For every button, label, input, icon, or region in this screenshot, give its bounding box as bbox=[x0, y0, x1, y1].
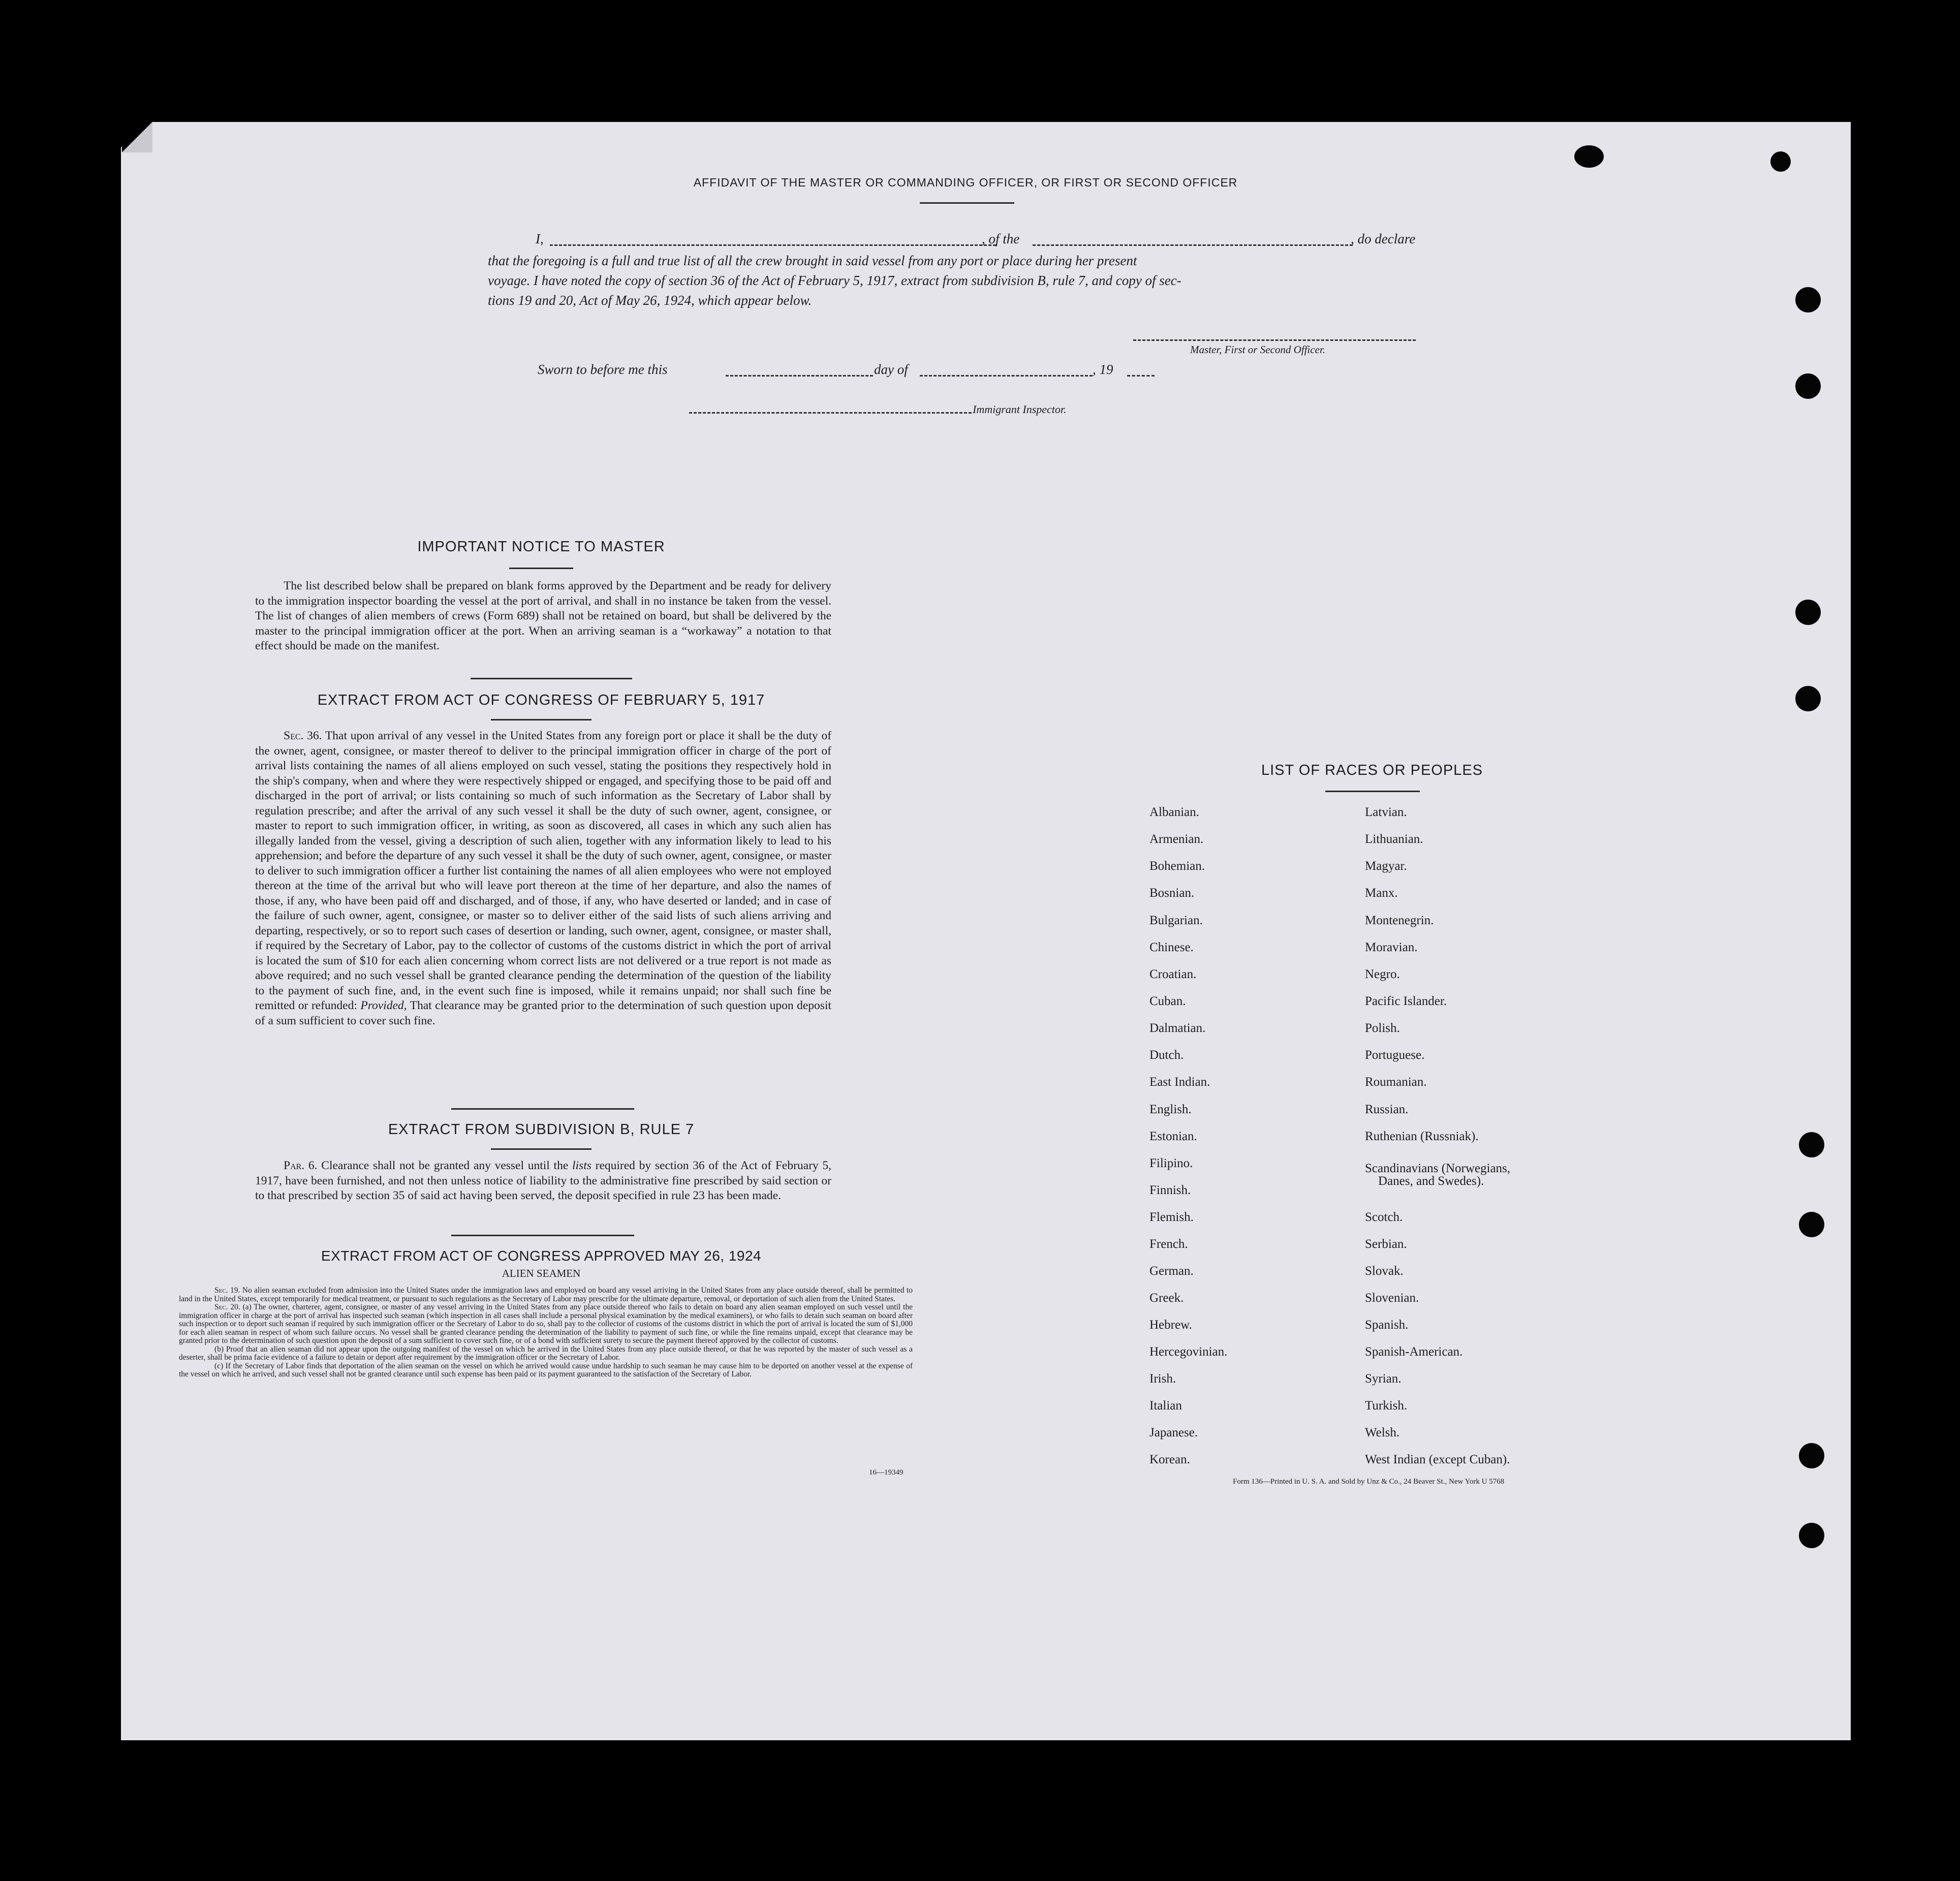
inspector-signature-line[interactable] bbox=[689, 412, 972, 414]
sworn-month-blank[interactable] bbox=[920, 375, 1093, 377]
act1924-title: EXTRACT FROM ACT OF CONGRESS APPROVED MAY 26, 1924 bbox=[321, 1248, 762, 1264]
ink-blot bbox=[1574, 145, 1604, 168]
provided-word: Provided, bbox=[360, 999, 407, 1012]
race-item-right: Slovenian. bbox=[1365, 1291, 1419, 1305]
act1917-body bbox=[255, 729, 831, 1028]
race-item-left: Estonian. bbox=[1149, 1130, 1197, 1143]
races-title: LIST OF RACES OR PEOPLES bbox=[1261, 762, 1483, 778]
race-item-left: Greek. bbox=[1149, 1291, 1184, 1305]
affidavit-title: AFFIDAVIT OF THE MASTER OR COMMANDING OFFICER, OR FIRST OR SECOND OFFICER bbox=[693, 176, 1238, 189]
sec36-text-a: That upon arrival of any vessel in the United States from any foreign port or place it shall be the duty of the owner, agent, consignee, or master thereof to deliver to the principal immigration officer in charge of the port of arrival lists containing the names of all aliens employed on such vessel, stating the positions they respectively hold in the ship's company, when and where they were respectively shipped or engaged, and specifying those to be paid off and discharged in the port of arrival; or lists containing so much of such information as the Secretary of Labor shall by regulation prescribe; and after the arrival of any such vessel it shall be the duty of such owner, agent, consignee, or master to report to such immigration officer, in writing, as soon as discovered, all cases in which any such alien has illegally landed from the vessel, giving a description of such alien, together with any information likely to lead to his apprehension; and before the departure of any such vessel it shall be the duty of such owner, agent, consignee, or master to deliver to such immigration officer a further list containing the names of all alien employees who were not employed thereon at the time of the arrival but who will leave port thereon at the time of her departure, and also the names of those, if any, who have been paid off and discharged, and of those, if any, who have deserted or landed; and in case of the failure of such owner, agent, consignee, or master so to deliver either of the said lists of such aliens arriving and departing, respectively, or so to report such cases of desertion or landing, such owner, agent, consignee, or master shall, if required by the Secretary of Labor, pay to the collector of customs of the customs district in which the port of arrival is located the sum of $10 for each alien concerning whom correct lists are not delivered or a true report is not made as above required; and no such vessel shall be granted clearance pending the determination of the question of the liability to the payment of such fine, and, in the event such fine is imposed, while it remains unpaid; nor shall such fine be remitted or refunded: bbox=[255, 729, 832, 1012]
race-item-right: Spanish-American. bbox=[1365, 1345, 1463, 1359]
form-code: 16—19349 bbox=[869, 1468, 904, 1477]
sec36-text-b: That clearance may be granted prior to the determination of such question upon deposit of a sum sufficient to cover such fine. bbox=[255, 999, 832, 1027]
races-title-rule bbox=[1325, 791, 1420, 792]
race-item-right: Welsh. bbox=[1365, 1426, 1400, 1439]
name-blank[interactable] bbox=[550, 244, 996, 246]
race-item-left: Italian bbox=[1149, 1399, 1182, 1413]
i-label: I, bbox=[536, 231, 544, 246]
race-item-left: Filipino. bbox=[1149, 1156, 1193, 1170]
sworn-day-label: day of bbox=[874, 362, 908, 377]
sec19-label: Sec. 19. bbox=[214, 1286, 240, 1295]
race-item-left: Hercegovinian. bbox=[1149, 1345, 1228, 1359]
race-item-right: Portuguese. bbox=[1365, 1048, 1425, 1062]
rule7-title: EXTRACT FROM SUBDIVISION B, RULE 7 bbox=[388, 1121, 695, 1138]
race-item-left: Bohemian. bbox=[1149, 859, 1205, 873]
race-item-left: Japanese. bbox=[1149, 1426, 1198, 1439]
punch-hole bbox=[1799, 1523, 1824, 1548]
race-item-left: Armenian. bbox=[1149, 832, 1204, 846]
punch-hole bbox=[1799, 1132, 1824, 1157]
race-item-left: Irish. bbox=[1149, 1372, 1176, 1386]
affidavit-line3: voyage. I have noted the copy of section 36 of the Act of February 5, 1917, extract from subdivision B, rule 7, and copy of sec- bbox=[488, 273, 1181, 288]
affidavit-line4: tions 19 and 20, Act of May 26, 1924, which appear below. bbox=[488, 293, 812, 308]
sworn-year-blank[interactable] bbox=[1127, 375, 1155, 377]
punch-hole bbox=[1795, 600, 1821, 625]
race-item-right: Russian. bbox=[1365, 1103, 1409, 1116]
sec20b-paragraph: (b) Proof that an alien seaman did not appear upon the outgoing manifest of the vessel on which he arrived in the United States from any place outside thereof, or that he was reported by the master of such vessel as a deserter, shall be prima facie evidence of a failure to detain or deport after requirement by the immigration officer or the Secretary of Labor. bbox=[179, 1344, 913, 1362]
punch-hole bbox=[1795, 287, 1821, 312]
form-footer: Form 136—Printed in U. S. A. and Sold by Unz & Co., 24 Beaver St., New York U 5768 bbox=[1233, 1478, 1505, 1486]
race-item-left: Cuban. bbox=[1149, 994, 1186, 1008]
master-signature-line[interactable] bbox=[1133, 339, 1416, 341]
race-item-left: Dutch. bbox=[1149, 1048, 1184, 1062]
sec20c-paragraph: (c) If the Secretary of Labor finds that deportation of the alien seaman on the vessel on which he arrived would cause undue hardship to such seaman he may cause him to be deported on another vessel at the expense of the vessel on which he arrived, and such vessel shall not be granted clearance until such expense has been paid or its payment guaranteed to the satisfaction of the Secretary of Labor. bbox=[179, 1361, 913, 1378]
race-item-right: Slovak. bbox=[1365, 1264, 1404, 1278]
race-item-right: Scandinavians (Norwegians, bbox=[1365, 1162, 1511, 1175]
inspector-label: Immigrant Inspector. bbox=[973, 403, 1067, 416]
act1917-title: EXTRACT FROM ACT OF CONGRESS OF FEBRUARY 5, 1917 bbox=[317, 692, 765, 708]
do-declare-label: , do declare bbox=[1351, 231, 1416, 246]
race-item-right: Latvian. bbox=[1365, 805, 1407, 819]
lists-word: lists bbox=[572, 1159, 592, 1172]
sec36-label: Sec. 36. bbox=[284, 729, 322, 742]
race-item-right: Montenegrin. bbox=[1365, 914, 1434, 927]
race-item-left: Dalmatian. bbox=[1149, 1021, 1206, 1035]
race-item-left: Korean. bbox=[1149, 1453, 1190, 1466]
race-item-left: Bosnian. bbox=[1149, 886, 1195, 900]
act1917-title-rule bbox=[491, 719, 592, 720]
par6-text-b: required by section 36 of the Act of February 5, 1917, have been furnished, and not then unless notice of liability to the administrative fine prescribed by said section or to that prescribed by section 35 of said act having been served, the deposit specified in rule 23 has been made. bbox=[255, 1159, 832, 1202]
affidavit-title-rule bbox=[920, 202, 1014, 204]
punch-hole bbox=[1799, 1443, 1824, 1468]
race-item-right: Ruthenian (Russniak). bbox=[1365, 1130, 1479, 1143]
act1924-body bbox=[179, 1287, 913, 1379]
punch-hole bbox=[1795, 686, 1821, 711]
race-item-left: Bulgarian. bbox=[1149, 914, 1203, 927]
sec20-label: Sec. 20. bbox=[214, 1303, 240, 1311]
punch-hole bbox=[1799, 1212, 1824, 1237]
race-item-left: German. bbox=[1149, 1264, 1194, 1278]
race-item-right: Manx. bbox=[1365, 886, 1398, 900]
race-item-left: French. bbox=[1149, 1237, 1188, 1251]
sworn-year-label: , 19 bbox=[1093, 362, 1113, 377]
par6-text-a: Clearance shall not be granted any vessel until the bbox=[321, 1159, 569, 1172]
rule7-title-rule bbox=[491, 1148, 592, 1150]
race-item-left: Croatian. bbox=[1149, 967, 1197, 981]
notice-title-rule bbox=[509, 568, 573, 569]
rule7-divider bbox=[451, 1235, 634, 1236]
race-item-left: East Indian. bbox=[1149, 1075, 1210, 1089]
race-item-right: Moravian. bbox=[1365, 940, 1418, 954]
race-item-left: Flemish. bbox=[1149, 1210, 1194, 1224]
act1917-divider bbox=[451, 1108, 634, 1110]
notice-title: IMPORTANT NOTICE TO MASTER bbox=[417, 539, 665, 555]
race-item-right: Serbian. bbox=[1365, 1237, 1407, 1251]
race-item-right: Scotch. bbox=[1365, 1210, 1403, 1224]
par6-label: Par. 6. bbox=[284, 1159, 318, 1172]
race-item-right: Lithuanian. bbox=[1365, 832, 1423, 846]
race-item-left: English. bbox=[1149, 1103, 1192, 1116]
race-item-right: Spanish. bbox=[1365, 1318, 1409, 1332]
folded-corner bbox=[122, 122, 152, 152]
race-item-right: Pacific Islander. bbox=[1365, 994, 1447, 1008]
race-item-right: Roumanian. bbox=[1365, 1075, 1427, 1089]
race-item-right: Danes, and Swedes). bbox=[1378, 1174, 1484, 1188]
sec20a-text: (a) The owner, charterer, agent, consignee, or master of any vessel arriving in the United States from any place outside thereof who fails to detain on board any alien seaman employed on such vessel until the immigration officer in charge at the port of arrival has inspected such seaman (which inspection in all cases shall include a personal physical examination by the medical examiners), or who fails to detain such seaman on board after such inspection or to deport such seaman if required by such immigration officer or the Secretary of Labor to do so, shall pay to the collector of customs of the customs district in which the port of arrival is located the sum of $1,000 for each alien seaman in respect of whom such failure occurs. No vessel shall be granted clearance pending the determination of the liability to payment of such fine, or while the fine remains unpaid, except that clearance may be granted prior to the determination of such question upon the deposit of a sum sufficient to cover such fine, or of a bond with sufficient surety to secure the payment thereof approved by the collector of customs. bbox=[179, 1303, 913, 1345]
race-item-right: Magyar. bbox=[1365, 859, 1407, 873]
race-item-right: Negro. bbox=[1365, 967, 1400, 981]
master-signature-label: Master, First or Second Officer. bbox=[1190, 343, 1325, 356]
rule7-body bbox=[255, 1158, 831, 1204]
act1924-subtitle: ALIEN SEAMEN bbox=[502, 1267, 581, 1279]
race-item-right: Syrian. bbox=[1365, 1372, 1402, 1386]
notice-body: The list described below shall be prepared on blank forms approved by the Department and be ready for delivery to the immigration inspector boarding the vessel at the port of arrival, and shall in no instance be taken from the vessel. The list of changes of alien members of crews (Form 689) shall not be retained on board, but shall be delivered by the master to the principal immigration officer at the port. When an arriving seaman is a “workaway” a notation to that effect should be made on the manifest. bbox=[255, 579, 831, 652]
affidavit-line2: that the foregoing is a full and true list of all the crew brought in said vessel from any port or place during her present bbox=[488, 253, 1137, 268]
race-item-right: Turkish. bbox=[1365, 1399, 1408, 1413]
of-the-label: , of the bbox=[982, 231, 1020, 246]
race-item-left: Chinese. bbox=[1149, 940, 1194, 954]
affidavit-declaration-line1 bbox=[536, 231, 1445, 248]
notice-divider bbox=[471, 678, 632, 679]
punch-hole bbox=[1770, 151, 1791, 172]
sworn-day-blank[interactable] bbox=[726, 375, 873, 377]
sec19-paragraph bbox=[179, 1287, 913, 1303]
sworn-prefix: Sworn to before me this bbox=[538, 362, 668, 377]
race-item-right: Polish. bbox=[1365, 1021, 1400, 1035]
race-item-right: West Indian (except Cuban). bbox=[1365, 1453, 1510, 1466]
sworn-line bbox=[538, 362, 1158, 380]
sec20a-paragraph bbox=[179, 1303, 913, 1345]
race-item-left: Hebrew. bbox=[1149, 1318, 1192, 1332]
race-item-left: Finnish. bbox=[1149, 1183, 1191, 1197]
punch-hole bbox=[1795, 373, 1821, 399]
vessel-blank[interactable] bbox=[1033, 244, 1353, 246]
race-item-left: Albanian. bbox=[1149, 805, 1199, 819]
sec19-text: No alien seaman excluded from admission into the United States under the immigration laws and employed on board any vessel arriving in the United States from any place outside thereof, shall be permitted to land in the United States, except temporarily for medical treatment, or pursuant to such regulations as the Secretary of Labor may prescribe for the ultimate departure, removal, or deportation of such alien from the United States. bbox=[179, 1286, 913, 1303]
